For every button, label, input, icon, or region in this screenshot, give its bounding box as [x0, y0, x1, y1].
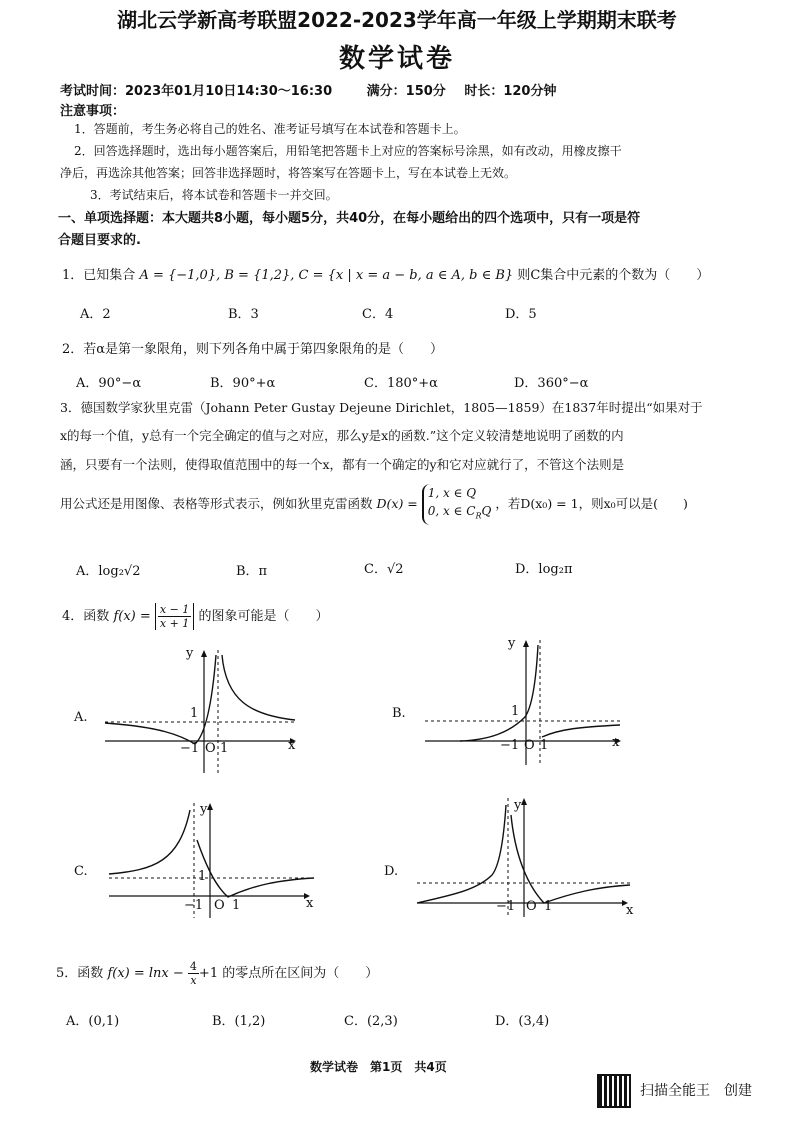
graph-d [412, 795, 637, 920]
absolute-value [155, 603, 194, 630]
y-axis-arrow [201, 650, 207, 657]
page-footer: 数学试卷 第1页 共4页 [310, 1060, 447, 1074]
y-label: y [508, 636, 516, 651]
x-label: x [306, 896, 314, 911]
origin-label: O [205, 741, 216, 756]
tick-1: 1 [511, 704, 520, 719]
question-number: 4． [62, 609, 84, 624]
question-text: 已知集合 [83, 268, 136, 283]
tick-1: 1 [544, 899, 553, 914]
question-3-line4 [60, 484, 760, 525]
option-d: D．5 [505, 307, 537, 322]
graph-label-a: A. [74, 710, 88, 725]
case-2-end: Q [481, 504, 492, 518]
question-3-line2: x的每一个值，y总有一个完全确定的值与之对应，那么y是x的函数.”这个定义较清楚地说明了函数的内 [60, 428, 624, 443]
question-number: 2． [62, 342, 84, 357]
question-3-line1: 3．德国数学家狄里克雷（Johann Peter Gustay Dejeune Dirichlet，1805—1859）在1837年时提出“如果对于 [60, 400, 703, 415]
origin-label: O [214, 898, 225, 913]
option-d: D．360°−α [514, 376, 589, 391]
option-b: B．π [236, 564, 268, 579]
question-number: 1． [62, 268, 84, 283]
question-2 [62, 338, 762, 357]
curve-left [109, 810, 190, 874]
option-b: B．(1,2) [212, 1014, 266, 1029]
notice-item: 净后，再选涂其他答案；回答非选择题时，将答案写在答题卡上，写在本试卷上无效。 [60, 166, 517, 180]
y-label: y [186, 646, 194, 661]
numerator: x − 1 [159, 603, 190, 616]
x-label: x [612, 735, 620, 750]
math-expression: f(x) = lnx − [107, 966, 184, 981]
option-b: B．90°+α [210, 376, 276, 391]
duration: 时长：120分钟 [464, 84, 557, 99]
math-expression: A = {−1,0}, B = {1,2}, C = {x | x = a − b, a ∈ A, b ∈ B} [139, 268, 514, 283]
question-text: 的零点所在区间为（ ） [222, 966, 379, 981]
exam-time: 考试时间：2023年01月10日14:30～16:30 [60, 84, 333, 99]
question-3-line3: 涵，只要有一个法则，使得取值范围中的每一个x，都有一个确定的y和它对应就行了，不管这个法则是 [60, 457, 625, 472]
option-c: C．180°+α [364, 376, 438, 391]
qr-code-icon [597, 1074, 631, 1108]
curve-left [417, 805, 506, 903]
y-axis-arrow [207, 803, 213, 810]
tick-neg1: −1 [496, 899, 516, 914]
option-b: B．3 [228, 307, 259, 322]
graph-label-d: D. [384, 864, 399, 879]
tick-neg1: −1 [500, 738, 520, 753]
case-1: 1, x ∈ Q [427, 486, 477, 500]
y-axis-arrow [523, 640, 529, 647]
question-text: 若α是第一象限角，则下列各角中属于第四象限角的是（ ） [83, 342, 444, 357]
tick-neg1: −1 [184, 898, 204, 913]
tick-1: 1 [190, 706, 199, 721]
case-2-subscript: R [475, 511, 482, 521]
denominator: x + 1 [159, 617, 190, 630]
question-text: 的图象可能是（ ） [198, 609, 329, 624]
curve-right [542, 725, 620, 737]
case-2 [428, 502, 492, 525]
option-c: C．(2,3) [344, 1014, 398, 1029]
full-score: 满分：150分 [366, 84, 446, 99]
option-c: C．√2 [364, 562, 404, 577]
question-number: 5． [56, 966, 78, 981]
piecewise-cases [422, 484, 492, 525]
question-text: 用公式还是用图像、表格等形式表示，例如狄里克雷函数 [60, 496, 373, 512]
option-a: A．90°−α [76, 376, 142, 391]
notice-item: 3．考试结束后，将本试卷和答题卡一并交回。 [90, 188, 338, 202]
exam-info [60, 80, 570, 99]
math-expression: f(x) = [113, 609, 151, 624]
question-text: ，若D(x₀) = 1，则x₀可以是( ) [495, 496, 688, 512]
question-text: 则C集合中元素的个数为（ ） [517, 268, 710, 283]
graph-label-c: C. [74, 864, 88, 879]
option-c: C．4 [362, 307, 394, 322]
option-a: A．(0,1) [66, 1014, 120, 1029]
question-5 [56, 960, 756, 987]
graph-label-b: B. [392, 706, 406, 721]
denominator: x [190, 974, 197, 987]
y-axis-arrow [521, 798, 527, 805]
numerator: 4 [189, 960, 197, 973]
exam-title: 湖北云学新高考联盟2022-2023学年高一年级上学期期末联考 [117, 8, 677, 32]
y-label: y [514, 798, 522, 813]
option-a: A．log₂√2 [76, 564, 141, 579]
tick-1: 1 [232, 898, 241, 913]
question-1 [62, 264, 762, 283]
exam-subtitle: 数学试卷 [338, 44, 455, 74]
math-expression: D(x) = [376, 496, 418, 512]
option-a: A．2 [80, 307, 111, 322]
notice-item: 2．回答选择题时，选出每小题答案后，用铅笔把答题卡上对应的答案标号涂黑，如有改动，用橡皮擦干 [74, 144, 622, 158]
origin-label: O [524, 738, 535, 753]
y-label: y [200, 802, 208, 817]
graph-a [100, 645, 300, 775]
origin-label: O [526, 899, 537, 914]
curve-right [511, 815, 630, 903]
tick-1: 1 [540, 738, 549, 753]
tick-1: 1 [220, 741, 229, 756]
tick-neg1: −1 [180, 741, 200, 756]
scanner-watermark: 扫描全能王 创建 [640, 1083, 752, 1099]
x-label: x [288, 738, 296, 753]
tick-1: 1 [198, 869, 207, 884]
curve-right [197, 840, 314, 897]
math-expression: +1 [198, 966, 219, 981]
question-4 [62, 603, 762, 630]
question-text: 函数 [77, 966, 104, 981]
x-label: x [626, 903, 634, 918]
curve-left [105, 655, 216, 744]
section-heading-line2: 合题目要求的. [58, 233, 141, 248]
option-d: D．(3,4) [495, 1014, 550, 1029]
graph-c [104, 800, 319, 920]
option-d: D．log₂π [515, 562, 573, 577]
question-text: 函数 [83, 609, 110, 624]
section-heading-line1: 一、单项选择题：本大题共8小题，每小题5分，共40分，在每小题给出的四个选项中，只有一项是符 [58, 211, 641, 226]
notice-heading: 注意事项： [60, 104, 126, 119]
case-2-text: 0, x ∈ C [427, 504, 476, 518]
notice-item: 1．答题前，考生务必将自己的姓名、准考证号填写在本试卷和答题卡上。 [74, 122, 466, 136]
curve-right [222, 655, 295, 720]
